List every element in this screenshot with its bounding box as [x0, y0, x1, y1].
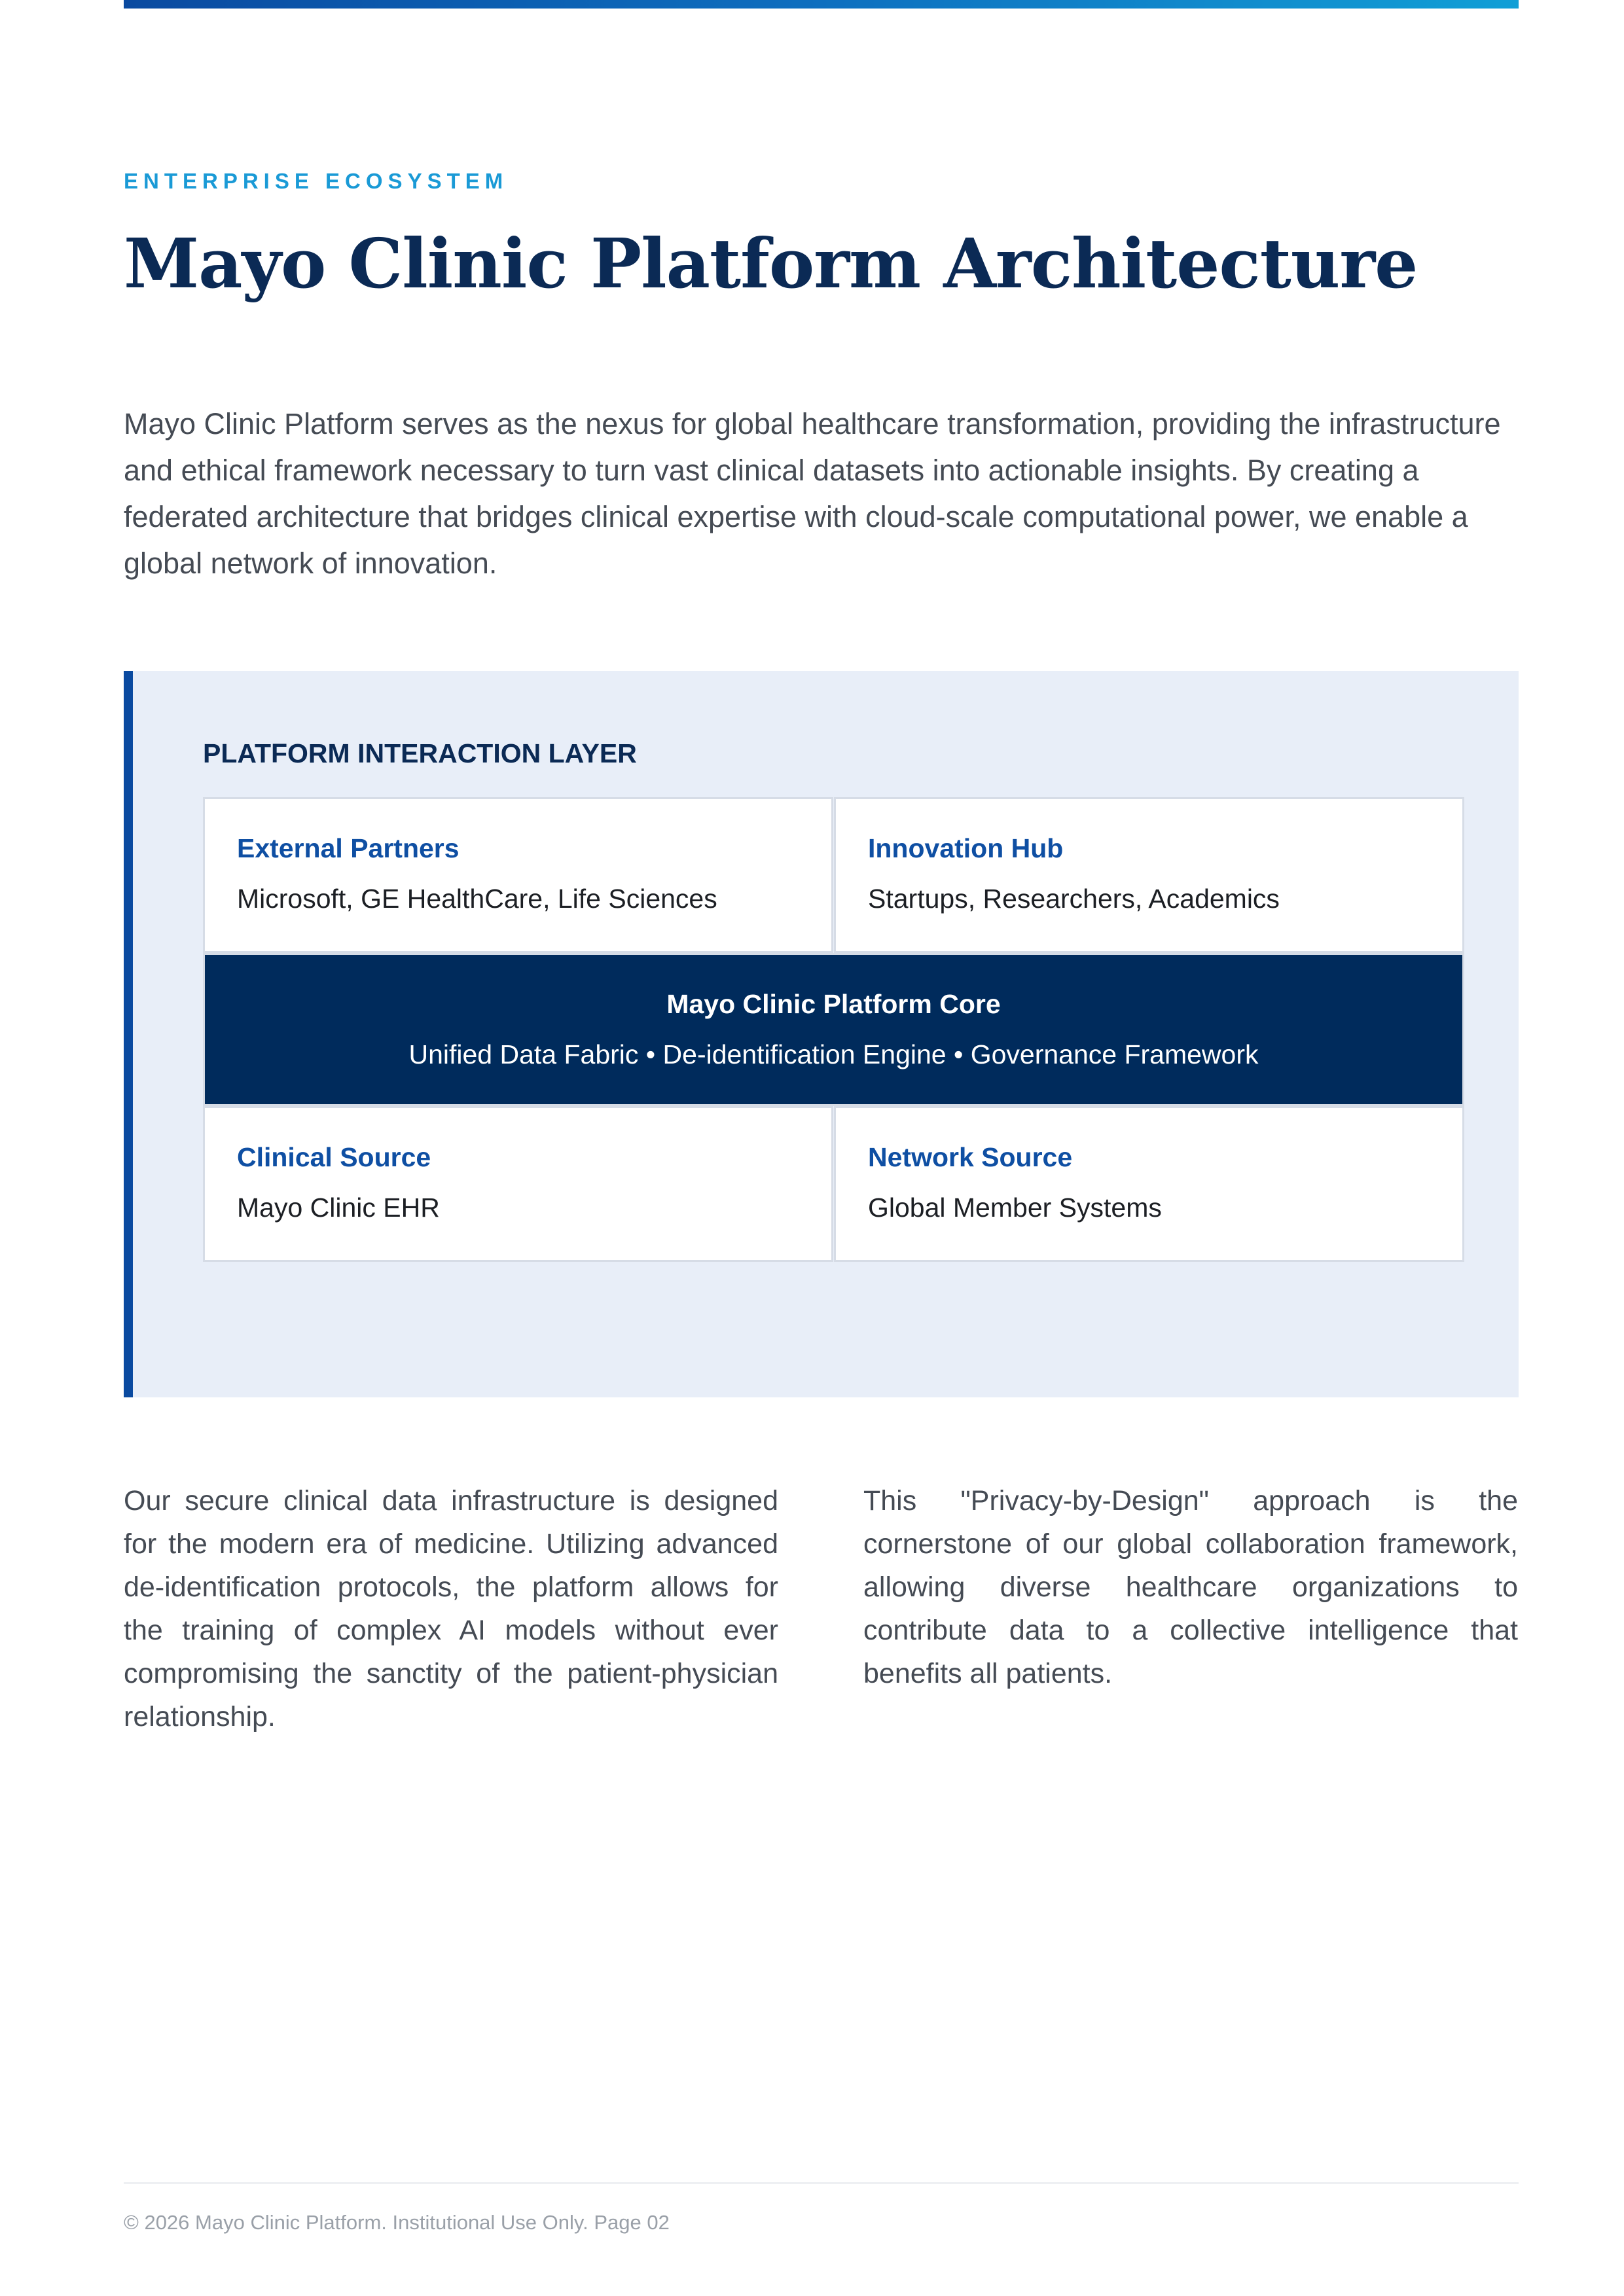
innovation-hub-box	[834, 797, 1464, 953]
architecture-diagram	[203, 797, 1464, 1262]
panel-title: PLATFORM INTERACTION LAYER	[203, 738, 637, 768]
body-column-right: This "Privacy-by-Design" approach is the cornerstone of our global collaboration framework, allowing diverse healthcare organizations to contribute data to a collective intelligence that benefits all patients.	[863, 1485, 1518, 1689]
box-title: Clinical Source	[237, 1142, 431, 1172]
footer-divider	[124, 2182, 1519, 2184]
architecture-panel	[124, 671, 1519, 1397]
box-title: Innovation Hub	[868, 833, 1064, 863]
intro-paragraph: Mayo Clinic Platform serves as the nexus for global healthcare transformation, providing the infrastructure and ethical framework necessary to turn vast clinical datasets into actionable insights. By creating a federated architecture that bridges clinical expertise with cloud-scale computational power, we enable a global network of innovation.	[124, 407, 1501, 580]
section-eyebrow: ENTERPRISE ECOSYSTEM	[124, 169, 509, 193]
box-subtitle: Global Member Systems	[868, 1193, 1162, 1223]
network-source-box	[834, 1106, 1464, 1262]
platform-core-box	[203, 953, 1464, 1106]
box-subtitle: Startups, Researchers, Academics	[868, 884, 1280, 914]
top-accent-bar	[124, 0, 1519, 9]
box-title: Network Source	[868, 1142, 1073, 1172]
box-subtitle: Mayo Clinic EHR	[237, 1193, 440, 1223]
footer-text: © 2026 Mayo Clinic Platform. Institutional Use Only. Page 02	[124, 2211, 670, 2234]
external-partners-box	[203, 797, 833, 953]
box-subtitle: Microsoft, GE HealthCare, Life Sciences	[237, 884, 717, 914]
box-title: External Partners	[237, 833, 460, 863]
diagram-top-row	[203, 797, 1464, 953]
page-title: Mayo Clinic Platform Architecture	[124, 223, 1418, 304]
diagram-bottom-row	[203, 1106, 1464, 1262]
core-subtitle: Unified Data Fabric • De-identification Engine • Governance Framework	[408, 1039, 1259, 1070]
body-column-left: Our secure clinical data infrastructure is designed for the modern era of medicine. Utilizing advanced de-identification protocols, the platform allows for the training of complex AI models without ever compromising the sanctity of the patient-physician relationship.	[124, 1485, 778, 1732]
clinical-source-box	[203, 1106, 833, 1262]
core-title: Mayo Clinic Platform Core	[666, 989, 1001, 1019]
